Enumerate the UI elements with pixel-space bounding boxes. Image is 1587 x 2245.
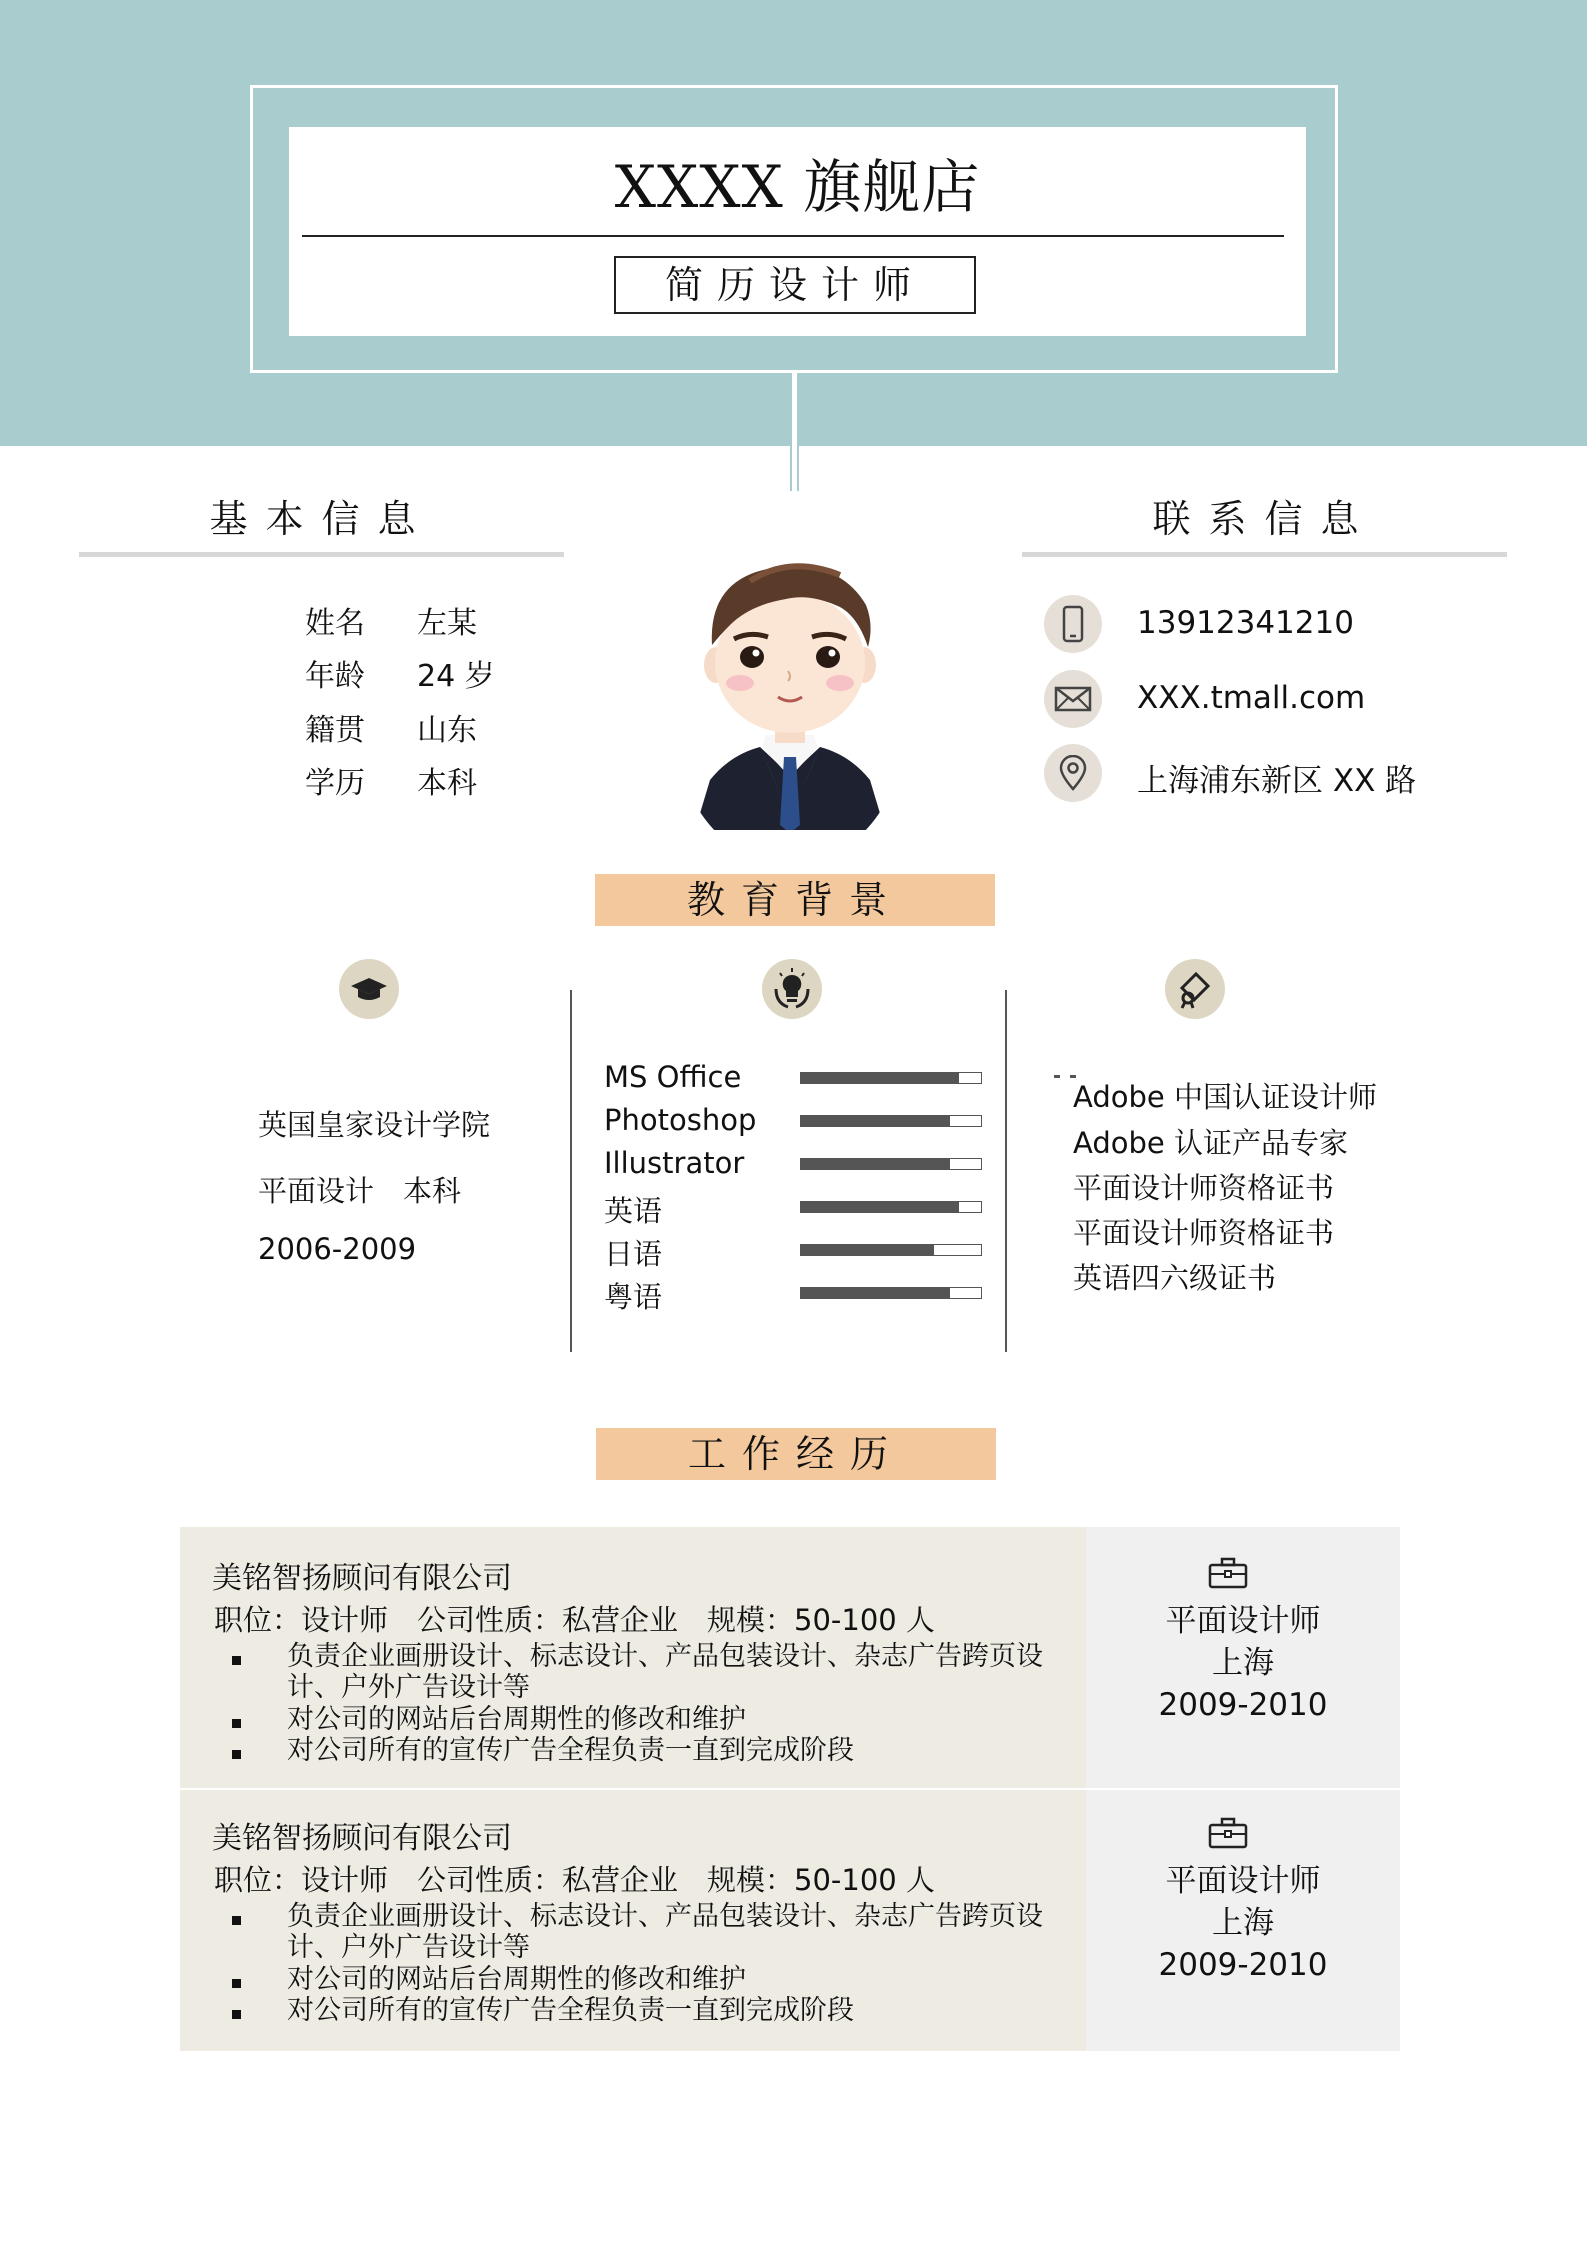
location-pin-icon: [1044, 744, 1102, 802]
header-connector: [790, 373, 799, 491]
skill-bar-fill: [801, 1288, 950, 1298]
skill-bar-fill: [801, 1202, 959, 1212]
certificate-item: Adobe 中国认证设计师: [1073, 1080, 1377, 1114]
duty-item: 对公司的网站后台周期性的修改和维护: [287, 1964, 746, 1995]
job-title-box: 简历设计师: [614, 256, 976, 314]
contact-info-title: 联系信息: [1152, 497, 1377, 541]
skill-name: Illustrator: [604, 1146, 745, 1180]
skill-bar: [800, 1158, 982, 1170]
education-years: 2006-2009: [258, 1232, 417, 1266]
job-meta: 职位：设计师 公司性质：私营企业 规模：50-100 人: [214, 1603, 935, 1637]
contact-phone: 13912341210: [1137, 605, 1354, 641]
title-divider: [302, 235, 1284, 237]
school-name: 英国皇家设计学院: [258, 1108, 491, 1142]
skill-bar: [800, 1201, 982, 1213]
info-value: 左某: [417, 606, 477, 641]
job-summary: [1086, 1600, 1400, 1726]
duty-item: 负责企业画册设计、标志设计、产品包装设计、杂志广告跨页设计、户外广告设计等: [287, 1901, 1043, 1963]
graduation-cap-icon: [339, 959, 399, 1019]
company-name: 美铭智扬顾问有限公司: [212, 1821, 512, 1856]
work-banner: 工作经历: [596, 1428, 996, 1480]
certificate-item: 平面设计师资格证书: [1073, 1171, 1335, 1205]
skill-bar-fill: [801, 1159, 950, 1169]
contact-info-rule: [1022, 552, 1507, 557]
job-summary: [1086, 1860, 1400, 1986]
info-value: 本科: [417, 766, 477, 801]
bullet: [232, 1979, 241, 1988]
tick-mark: [1054, 1075, 1060, 1078]
duty-item: 对公司所有的宣传广告全程负责一直到完成阶段: [287, 1995, 854, 2026]
skill-bar: [800, 1244, 982, 1256]
skill-name: Photoshop: [604, 1103, 757, 1137]
major-degree: 平面设计 本科: [258, 1174, 462, 1208]
info-key: 籍贯: [305, 713, 365, 748]
mail-icon: [1044, 670, 1102, 728]
bullet: [232, 1656, 241, 1665]
diploma-icon: [1165, 959, 1225, 1019]
briefcase-icon: [1208, 1557, 1248, 1593]
lightbulb-hands-icon: [762, 959, 822, 1019]
contact-email: XXX.tmall.com: [1137, 680, 1366, 716]
info-row-age: [305, 651, 545, 694]
skill-name: MS Office: [604, 1060, 742, 1094]
job-city: 上海: [1212, 1645, 1274, 1681]
basic-info-rule: [79, 552, 564, 557]
bullet: [232, 1916, 241, 1925]
job-period: 2009-2010: [1158, 1687, 1328, 1723]
column-divider-right: [1005, 990, 1007, 1352]
info-value: 山东: [417, 713, 477, 748]
info-key: 年龄: [305, 659, 365, 694]
job-period: 2009-2010: [1158, 1947, 1328, 1983]
contact-address: 上海浦东新区 XX 路: [1137, 763, 1417, 799]
certificate-item: 平面设计师资格证书: [1073, 1216, 1335, 1250]
info-row-name: [305, 598, 545, 641]
certificate-item: Adobe 认证产品专家: [1073, 1126, 1348, 1160]
skill-bar-fill: [801, 1073, 959, 1083]
basic-info-title: 基本信息: [209, 497, 434, 541]
phone-icon: [1044, 595, 1102, 653]
duty-item: 负责企业画册设计、标志设计、产品包装设计、杂志广告跨页设计、户外广告设计等: [287, 1641, 1043, 1703]
education-banner: 教育背景: [595, 874, 995, 926]
duty-item: 对公司的网站后台周期性的修改和维护: [287, 1704, 746, 1735]
skill-bar: [800, 1072, 982, 1084]
job-city: 上海: [1212, 1905, 1274, 1941]
info-row-degree: [305, 758, 545, 801]
info-key: 学历: [305, 766, 365, 801]
avatar: [690, 535, 890, 830]
skill-name: 日语: [604, 1237, 663, 1271]
shop-name: XXXX 旗舰店: [614, 153, 981, 221]
skill-bar-fill: [801, 1116, 950, 1126]
skill-bar-fill: [801, 1245, 934, 1255]
skill-name: 粤语: [604, 1280, 663, 1314]
job-role: 平面设计师: [1165, 1603, 1321, 1639]
skill-bar: [800, 1115, 982, 1127]
bullet: [232, 1719, 241, 1728]
briefcase-icon: [1208, 1817, 1248, 1853]
skill-bar: [800, 1287, 982, 1299]
bullet: [232, 1750, 241, 1759]
job-meta: 职位：设计师 公司性质：私营企业 规模：50-100 人: [214, 1863, 935, 1897]
certificate-item: 英语四六级证书: [1073, 1261, 1277, 1295]
company-name: 美铭智扬顾问有限公司: [212, 1561, 512, 1596]
info-key: 姓名: [305, 606, 365, 641]
skill-name: 英语: [604, 1194, 663, 1228]
job-role: 平面设计师: [1165, 1863, 1321, 1899]
column-divider-left: [570, 990, 572, 1352]
info-value: 24 岁: [417, 659, 495, 694]
bullet: [232, 2010, 241, 2019]
info-row-hometown: [305, 705, 545, 748]
duty-item: 对公司所有的宣传广告全程负责一直到完成阶段: [287, 1735, 854, 1766]
